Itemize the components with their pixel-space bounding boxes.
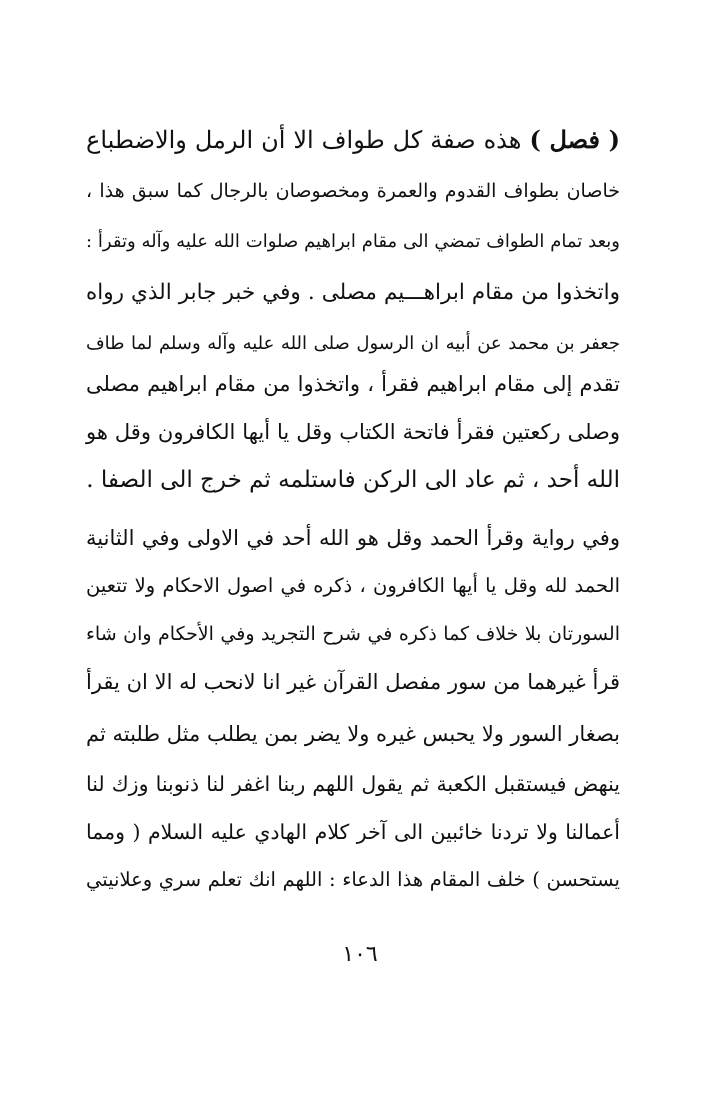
section-heading: ( فصل ) (529, 125, 621, 154)
text-line-2: خاصان بطواف القدوم والعمرة ومخصوصان بالرجال كما سبق هذا ، (86, 180, 620, 202)
text-line-3: وبعد تمام الطواف تمضي الى مقام ابراهيم صلوات الله عليه وآله وتقرأ : (86, 231, 620, 252)
text-line-4: واتخذوا من مقام ابراهـــيم مصلى . وفي خبر جابر الذي رواه (86, 280, 620, 305)
text-line-1-body: هذه صفة كل طواف الا أن الرمل والاضطباع (86, 126, 522, 154)
text-line-1 (86, 122, 620, 162)
text-line-15: أعمالنا ولا تردنا خائبين الى آخر كلام الهادي عليه السلام ( ومما (86, 820, 620, 844)
page-number: ١٠٦ (342, 942, 378, 967)
text-line-12: قرأ غيرهما من سور مفصل القرآن غير انا لانحب له الا ان يقرأ (86, 670, 620, 694)
text-line-7: وصلى ركعتين فقرأ فاتحة الكتاب وقل يا أيها الكافرون وقل هو (86, 420, 620, 444)
text-line-6: تقدم إلى مقام ابراهيم فقرأ ، واتخذوا من مقام ابراهيم مصلى (86, 372, 620, 396)
text-line-8: الله أحد ، ثم عاد الى الركن فاستلمه ثم خرج الى الصفا . (86, 467, 620, 493)
text-line-14: ينهض فيستقبل الكعبة ثم يقول اللهم ربنا اغفر لنا ذنوبنا وزك لنا (86, 772, 620, 796)
text-line-13: بصغار السور ولا يحبس غيره ولا يضر بمن يطلب مثل طلبته ثم (86, 722, 620, 746)
text-line-9: وفي رواية وقرأ الحمد وقل هو الله أحد في الاولى وفي الثانية (86, 526, 620, 550)
text-line-5: جعفر بن محمد عن أبيه ان الرسول صلى الله عليه وآله وسلم لما طاف (86, 333, 620, 354)
text-line-16: يستحسن ) خلف المقام هذا الدعاء : اللهم انك تعلم سري وعلانيتي (86, 868, 620, 891)
text-line-10: الحمد لله وقل يا أيها الكافرون ، ذكره في اصول الاحكام ولا تتعين (86, 574, 620, 597)
text-line-11: السورتان بلا خلاف كما ذكره في شرح التجريد وفي الأحكام وان شاء (86, 623, 620, 645)
